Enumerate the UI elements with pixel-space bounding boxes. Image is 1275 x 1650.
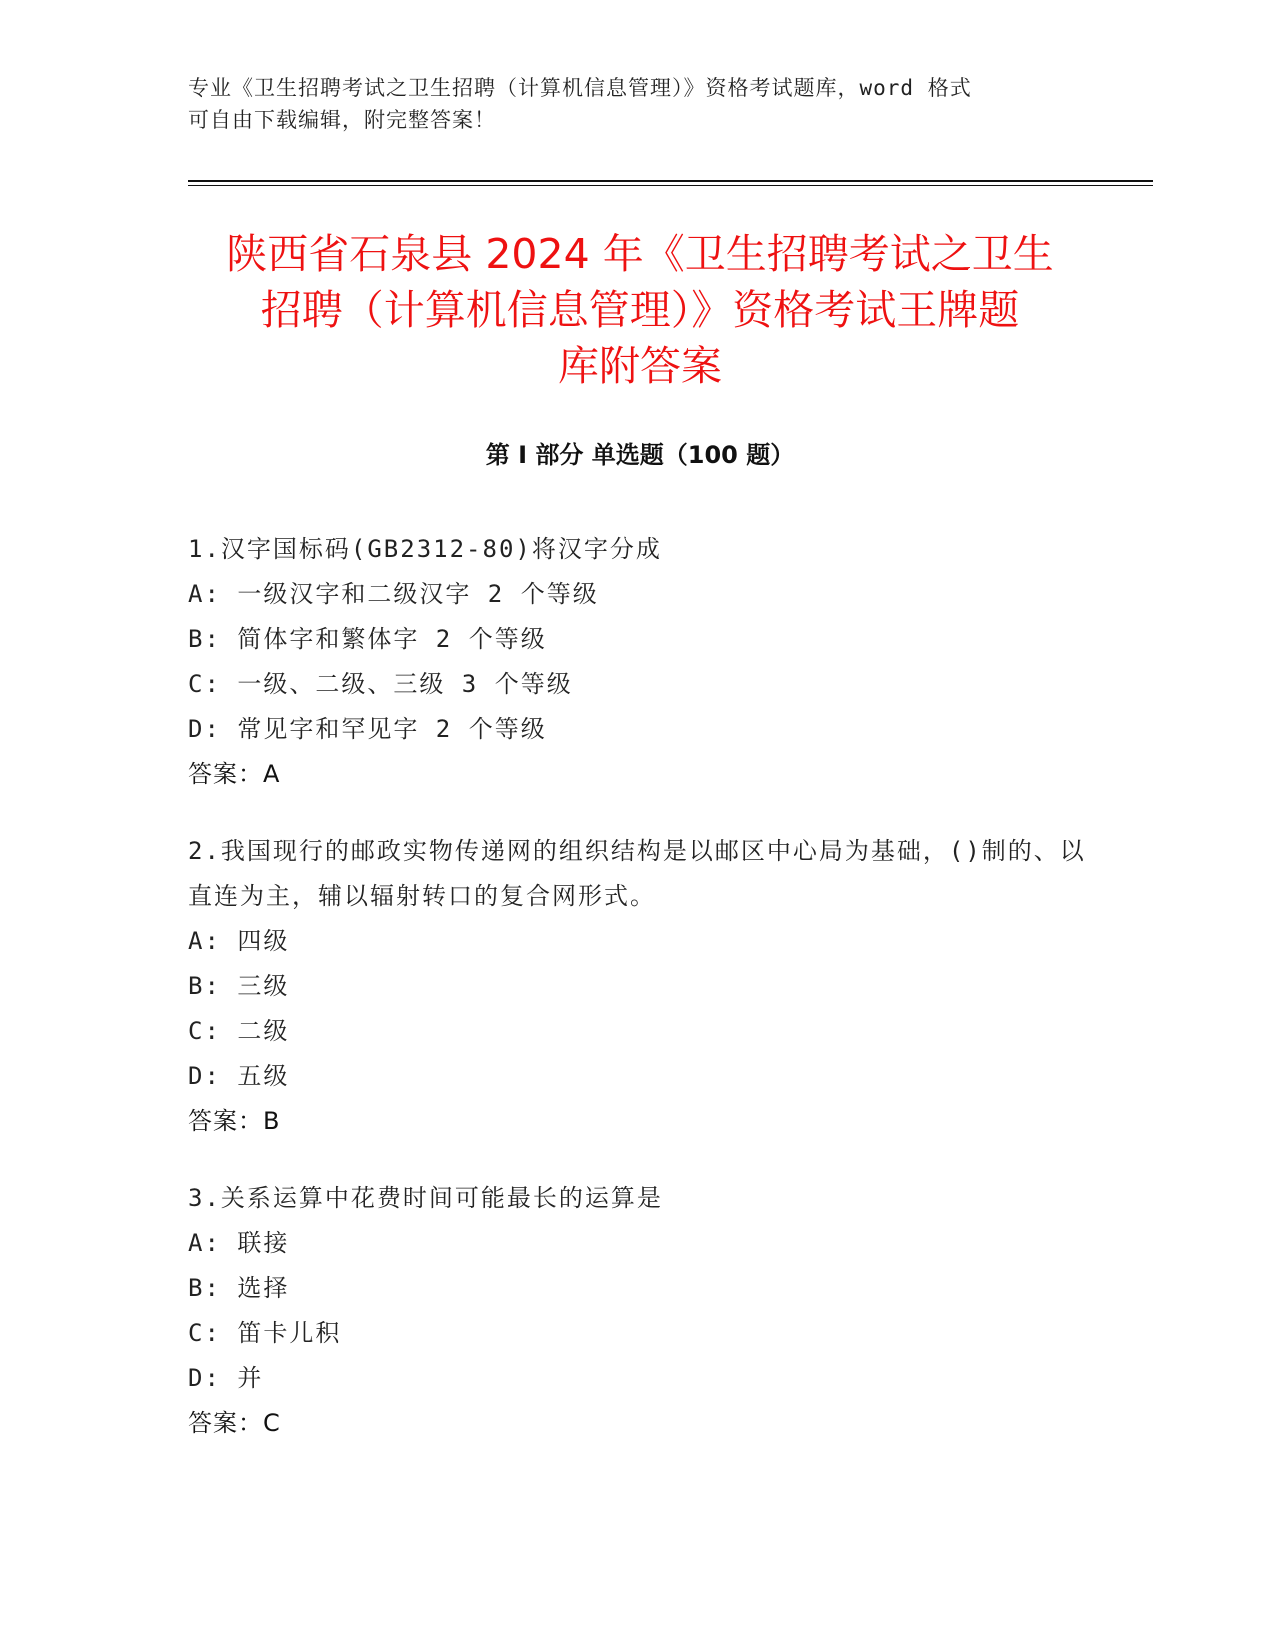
option-a: A: 四级 xyxy=(188,927,290,955)
question-list xyxy=(188,527,1088,1478)
option-c: C: 二级 xyxy=(188,1017,290,1045)
option-a: A: 联接 xyxy=(188,1229,290,1257)
option-b: B: 三级 xyxy=(188,972,290,1000)
question-stem: 1.汉字国标码(GB2312-80)将汉字分成 xyxy=(188,535,662,563)
question-stem: 2.我国现行的邮政实物传递网的组织结构是以邮区中心局为基础，()制的、以直连为主，辅以辐射转口的复合网形式。 xyxy=(188,837,1086,910)
option-c: C: 一级、二级、三级 3 个等级 xyxy=(188,670,573,698)
header-note-line-2: 可自由下载编辑，附完整答案！ xyxy=(188,108,496,132)
document-title-line-2: 招聘（计算机信息管理）》资格考试王牌题 xyxy=(260,286,1020,334)
question-3 xyxy=(188,1176,1088,1446)
option-a: A: 一级汉字和二级汉字 2 个等级 xyxy=(188,580,599,608)
option-b: B: 简体字和繁体字 2 个等级 xyxy=(188,625,547,653)
answer: 答案：B xyxy=(188,1107,281,1135)
document-title-line-1: 陕西省石泉县 2024 年《卫生招聘考试之卫生 xyxy=(226,230,1054,278)
question-stem: 3.关系运算中花费时间可能最长的运算是 xyxy=(188,1184,663,1212)
option-b: B: 选择 xyxy=(188,1274,290,1302)
header-divider-thick xyxy=(188,180,1153,182)
header-note xyxy=(188,72,1088,136)
answer: 答案：C xyxy=(188,1409,281,1437)
option-d: D: 五级 xyxy=(188,1062,290,1090)
section-title: 第 I 部分 单选题（100 题） xyxy=(485,441,795,469)
header-note-line-1: 专业《卫生招聘考试之卫生招聘（计算机信息管理）》资格考试题库，word 格式 xyxy=(188,76,972,100)
question-2 xyxy=(188,829,1088,1144)
document-title-line-3: 库附答案 xyxy=(558,342,722,390)
header-divider-thin xyxy=(188,185,1153,186)
document-title xyxy=(180,226,1100,394)
option-d: D: 并 xyxy=(188,1364,264,1392)
option-d: D: 常见字和罕见字 2 个等级 xyxy=(188,715,547,743)
option-c: C: 笛卡儿积 xyxy=(188,1319,342,1347)
question-1 xyxy=(188,527,1088,797)
answer: 答案：A xyxy=(188,760,281,788)
